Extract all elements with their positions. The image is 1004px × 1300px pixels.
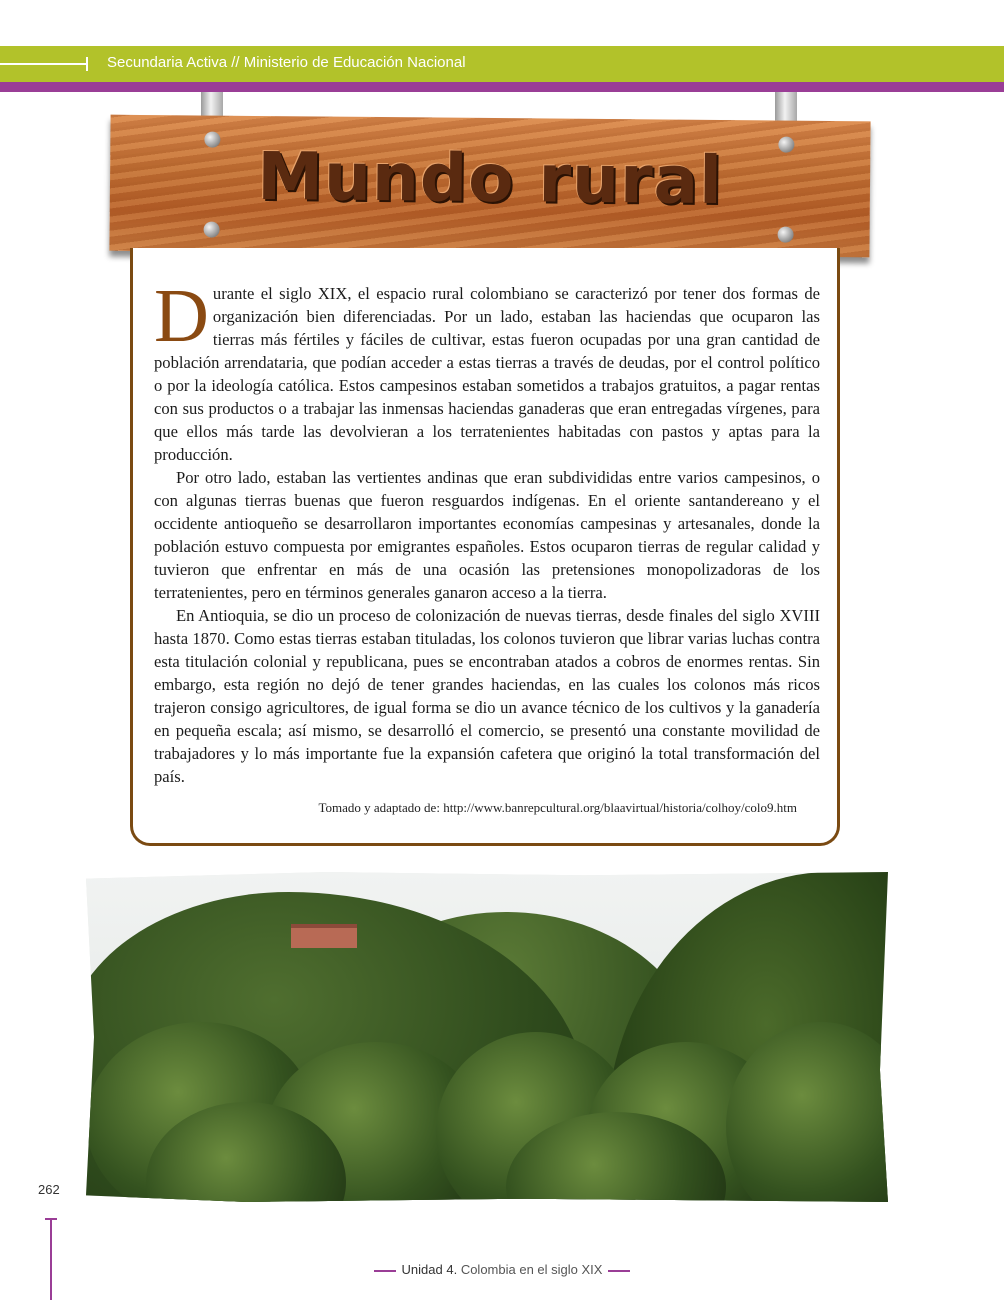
bolt-icon: [778, 227, 794, 243]
paragraph-1-text: urante el siglo XIX, el espacio rural colombiano se caracterizó por tener dos formas de organización bien diferenciadas. Por un lado, estaban las haciendas que ocuparon las tierras más fértiles y fáciles de cultivar, estas fueron ocupadas por una gran cantidad de población arrendataria, que podían acceder a estas tierras a través de deudas, por el control político o por la ideología católica. Estos campesinos estaban sometidos a trabajos gratuitos, a pagar rentas con sus productos o a trabajar las inmensas haciendas ganaderas que eran entregadas vírgenes, para que ellos más tarde las devolvieran a los terratenientes habitadas con pastos y aptas para la producción.: [154, 284, 820, 464]
paragraph-3: En Antioquia, se dio un proceso de colonización de nuevas tierras, desde finales del siglo XVIII hasta 1870. Como estas tierras estaban tituladas, los colonos tuvieron que librar varias luchas contra esta titulación colonial y republicana, pues se encontraban atados a cobros de enormes rentas. Sin embargo, esta región no dejó de tener grandes haciendas, en las cuales los colonos más ricos trajeron consigo agricultores, de igual forma se dio un avance técnico de los cultivos y la ganadería en pequeña escala; así mismo, se desarrolló el comercio, se presentó una constante movilidad de trabajadores y lo más importante fue la expansión cafetera que originó la total transformación del país.: [154, 606, 820, 786]
paragraph-2: Por otro lado, estaban las vertientes andinas que eran subdivididas entre varios campesinos, o con algunas tierras buenas que fueron resguardos indígenas. En el oriente santandereano y el occidente antioqueño se desarrollaron importantes economías campesinas y artesanales, donde la población estuvo compuesta por emigrantes españoles. Estos ocuparon tierras de regular calidad y tuvieron que enfrentar en más de una ocasión las pretensiones monopolizadoras de los terratenientes, pero en términos generales ganaron acceso a la tierra.: [154, 468, 820, 602]
footer-unit: Unidad 4.: [401, 1262, 458, 1277]
header-rule: [0, 63, 88, 65]
footer: [0, 1262, 1004, 1277]
page-title: Mundo rural: [257, 137, 724, 220]
source-citation: Tomado y adaptado de: http://www.banrepcultural.org/blaavirtual/historia/colhoy/colo9.htm: [318, 800, 797, 815]
drop-cap: D: [154, 274, 209, 358]
footer-unit-title: Colombia en el siglo XIX: [460, 1262, 603, 1277]
header-rule-tick: [86, 57, 88, 71]
farmhouse: [291, 924, 357, 948]
bolt-icon: [204, 222, 220, 238]
page-number: 262: [38, 1182, 60, 1197]
coffee-plantation-photo: [86, 872, 888, 1202]
footer-vertical-rule: [50, 1218, 52, 1300]
article-body: [154, 274, 820, 788]
wooden-sign: [109, 115, 870, 258]
paragraph-1: [154, 274, 820, 466]
header-title: Secundaria Activa // Ministerio de Educación Nacional: [107, 54, 466, 71]
header-accent-stripe: [0, 82, 1004, 92]
